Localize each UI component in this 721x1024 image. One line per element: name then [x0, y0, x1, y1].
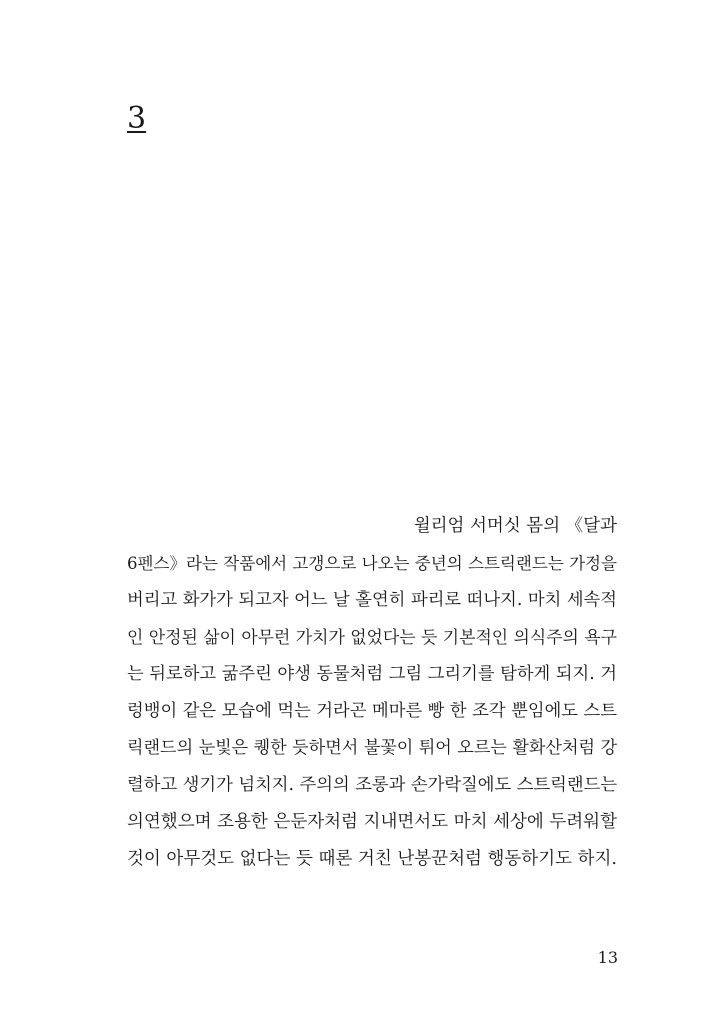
text-line: 렁뱅이 같은 모습에 먹는 거라곤 메마른 빵 한 조각 뿐임에도 스트	[127, 701, 617, 721]
text-line: 인 안정된 삶이 아무런 가치가 없었다는 듯 기본적인 의식주의 욕구	[127, 627, 617, 647]
text-line: 버리고 화가가 되고자 어느 날 홀연히 파리로 떠나지. 마치 세속적	[127, 590, 617, 610]
text-line: 것이 아무것도 없다는 듯 때론 거친 난봉꾼처럼 행동하기도 하지.	[127, 849, 617, 869]
page-number: 13	[597, 948, 618, 967]
text-line: 의연했으며 조용한 은둔자처럼 지내면서도 마치 세상에 두려워할	[127, 812, 617, 832]
chapter-number: 3	[127, 101, 147, 136]
text-line: 렬하고 생기가 넘치지. 주의의 조롱과 손가락질에도 스트릭랜드는	[127, 775, 618, 795]
text-line: 는 뒤로하고 굶주린 야생 동물처럼 그림 그리기를 탐하게 되지. 거	[127, 664, 617, 684]
body-paragraph	[127, 508, 617, 878]
text-line: 릭랜드의 눈빛은 퀭한 듯하면서 불꽃이 튀어 오르는 활화산처럼 강	[127, 738, 617, 758]
text-line: 윌리엄 서머싯 몸의 《달과	[413, 516, 617, 536]
text-line: 6펜스》라는 작품에서 고갱으로 나오는 중년의 스트릭랜드는 가정을	[127, 554, 617, 573]
